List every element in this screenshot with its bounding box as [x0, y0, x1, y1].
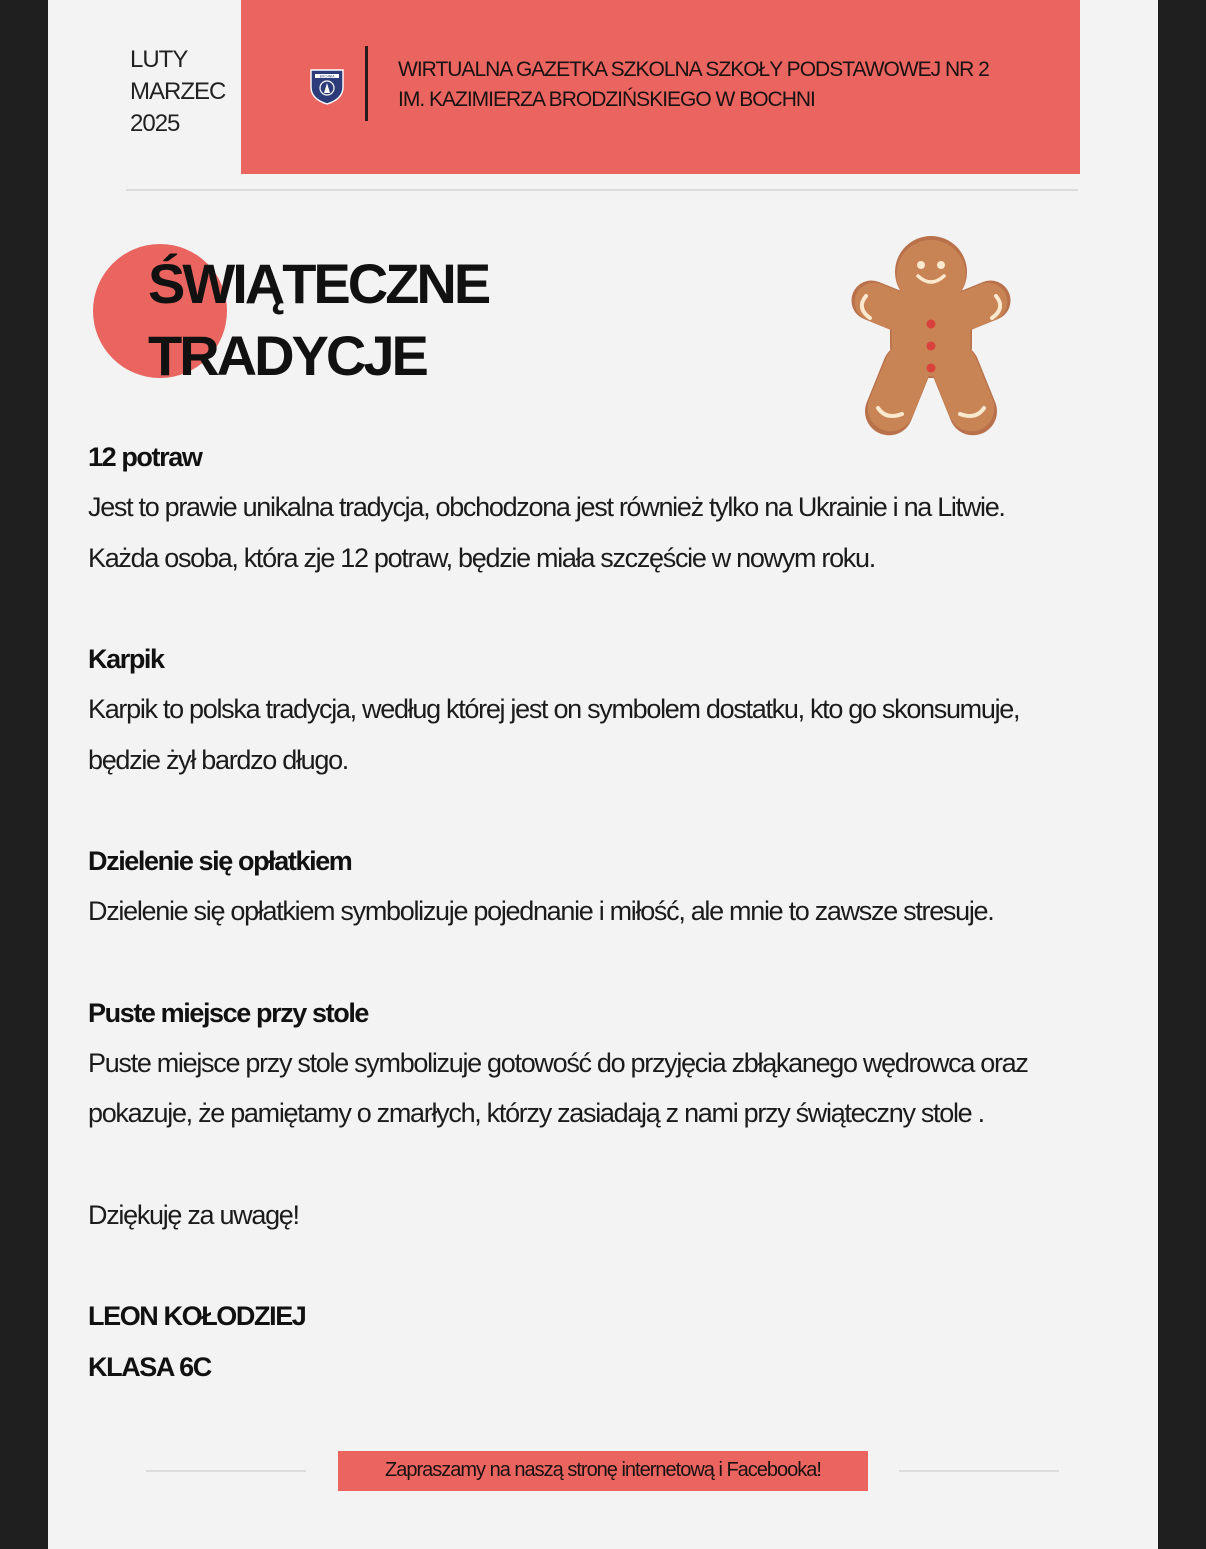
- section-heading: Karpik: [88, 644, 164, 674]
- issue-date: [130, 44, 225, 140]
- section-text: Karpik to polska tradycja, według której jest on symbolem dostatku, kto go skonsumuje,: [88, 694, 1020, 724]
- svg-text:BOCHNIA: BOCHNIA: [319, 74, 335, 79]
- author-name: LEON KOŁODZIEJ: [88, 1301, 306, 1331]
- banner-divider: [365, 46, 368, 121]
- header-banner: [241, 0, 1080, 174]
- article-title-line-2: TRADYCJE: [148, 324, 426, 387]
- footer-cta-link[interactable]: Zapraszamy na naszą stronę internetową i Facebooka!: [338, 1451, 868, 1491]
- article-title-line-1: ŚWIĄTECZNE: [148, 252, 489, 315]
- section-text: Każda osoba, która zje 12 potraw, będzie miała szczęście w nowym roku.: [88, 542, 875, 573]
- article-body: [88, 432, 1128, 1392]
- section-heading: 12 potraw: [88, 442, 202, 472]
- newsletter-title: [398, 55, 989, 115]
- section-text: pokazuje, że pamiętamy o zmarłych, którzy zasiadają z nami przy świąteczny stole .: [88, 1098, 984, 1128]
- section-text: Puste miejsce przy stole symbolizuje gotowość do przyjęcia zbłąkanego wędrowca oraz: [88, 1047, 1028, 1078]
- issue-year: 2025: [130, 110, 180, 137]
- section-text: Jest to prawie unikalna tradycja, obchodzona jest również tylko na Ukrainie i na Litwie.: [88, 492, 1005, 522]
- issue-month-2: MARZEC: [130, 78, 226, 105]
- newsletter-title-line-2: IM. KAZIMIERZA BRODZIŃSKIEGO W BOCHNI: [398, 88, 815, 111]
- section-text: Dzielenie się opłatkiem symbolizuje pojednanie i miłość, ale mnie to zawsze stresuje.: [88, 896, 994, 926]
- newsletter-page: [48, 0, 1158, 1549]
- gingerbread-man-icon: [844, 232, 1018, 438]
- section-heading: Dzielenie się opłatkiem: [88, 846, 352, 876]
- header-rule: [126, 189, 1078, 191]
- newsletter-title-line-1: WIRTUALNA GAZETKA SZKOLNA SZKOŁY PODSTAWOWEJ NR 2: [398, 58, 989, 81]
- footer-rule-left: [146, 1470, 306, 1472]
- issue-month-1: LUTY: [130, 46, 188, 73]
- school-crest-logo: [309, 67, 345, 105]
- section-heading: Puste miejsce przy stole: [88, 997, 369, 1028]
- article-title: [148, 248, 488, 392]
- section-text: będzie żył bardzo długo.: [88, 744, 348, 775]
- thanks-text: Dziękuję za uwagę!: [88, 1199, 299, 1230]
- footer-rule-right: [899, 1470, 1059, 1472]
- author-class: KLASA 6C: [88, 1351, 211, 1382]
